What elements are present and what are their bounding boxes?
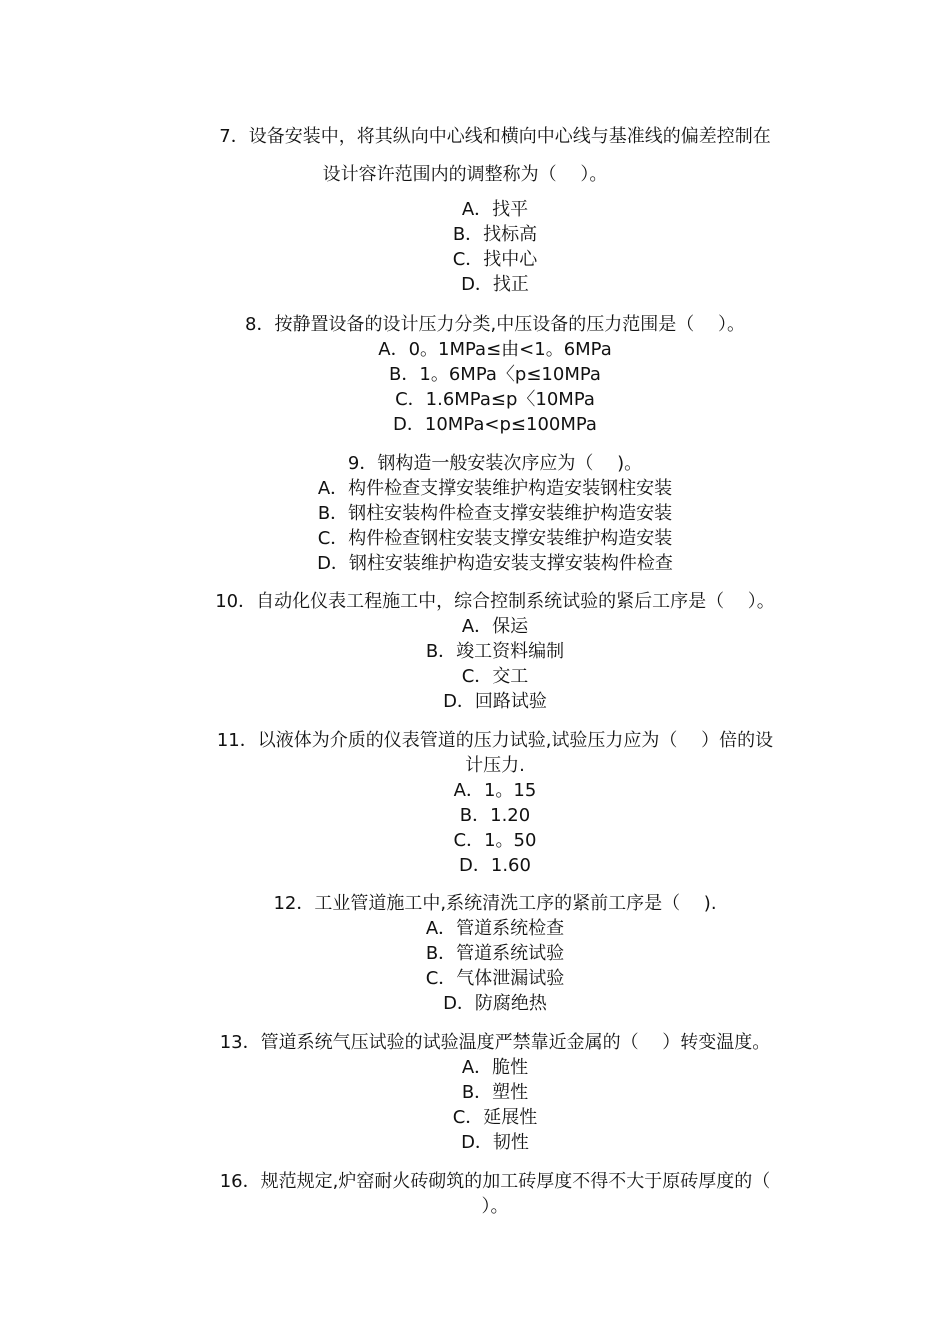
option-d: D．10MPa<p≤100MPa [393,414,597,435]
option-b: B．1。6MPa〈p≤10MPa [389,364,601,385]
question-stem: 设计容许范围内的调整称为（ ）。 [322,164,608,185]
option-a: A．1。15 [453,780,537,801]
question-stem: 7．设备安装中，将其纵向中心线和横向中心线与基准线的偏差控制在 [219,126,771,147]
question-stem: ）。 [481,1196,509,1217]
option-c: C．延展性 [452,1107,538,1128]
option-a: A．找平 [461,199,529,220]
option-b: B．找标高 [452,224,538,245]
option-b: B．1.20 [459,805,531,826]
option-c: C．1.6MPa≤p〈10MPa [395,389,595,410]
question-7 [180,123,810,297]
option-b: B．管道系统试验 [425,943,565,964]
option-d: D．1.60 [459,855,531,876]
question-stem: 计压力. [465,755,525,776]
option-a: A．保运 [461,616,529,637]
option-d: D．找正 [461,274,529,295]
option-c: C．气体泄漏试验 [425,968,565,989]
option-a: A．构件检查支撑安装维护构造安装钢柱安装 [317,478,673,499]
question-stem: 16．规范规定,炉窑耐火砖砌筑的加工砖厚度不得不大于原砖厚度的（ [219,1171,771,1192]
option-d: D．防腐绝热 [443,993,547,1014]
option-d: D．回路试验 [443,691,547,712]
question-16 [180,1169,810,1219]
question-stem: 11．以液体为介质的仪表管道的压力试验,试验压力应为（ ）倍的设 [216,730,774,751]
option-c: C．交工 [461,666,529,687]
option-b: B．钢柱安装构件检查支撑安装维护构造安装 [317,503,673,524]
question-stem: 13．管道系统气压试验的试验温度严禁靠近金属的（ ）转变温度。 [219,1032,771,1053]
question-11 [180,728,810,878]
option-b: B．竣工资料编制 [425,641,565,662]
question-stem: 10．自动化仪表工程施工中，综合控制系统试验的紧后工序是（ ）。 [215,591,775,612]
question-stem: 9．钢构造一般安装次序应为（ )。 [347,453,643,474]
question-12 [180,891,810,1016]
question-10 [180,589,810,714]
option-c: C．找中心 [452,249,538,270]
option-b: B．塑性 [461,1082,529,1103]
question-stem: 8．按静置设备的设计压力分类,中压设备的压力范围是（ ）。 [245,314,745,335]
option-d: D．钢柱安装维护构造安装支撑安装构件检查 [317,553,673,574]
option-a: A．管道系统检查 [425,918,565,939]
option-c: C．构件检查钢柱安装支撑安装维护构造安装 [317,528,673,549]
question-13 [180,1030,810,1155]
option-d: D．韧性 [461,1132,529,1153]
question-stem: 12．工业管道施工中,系统清洗工序的紧前工序是（ ). [273,893,717,914]
option-a: A．0。1MPa≤由<1。6MPa [378,339,612,360]
option-c: C．1。50 [453,830,537,851]
question-8 [180,312,810,437]
option-a: A．脆性 [461,1057,529,1078]
question-9 [180,451,810,576]
